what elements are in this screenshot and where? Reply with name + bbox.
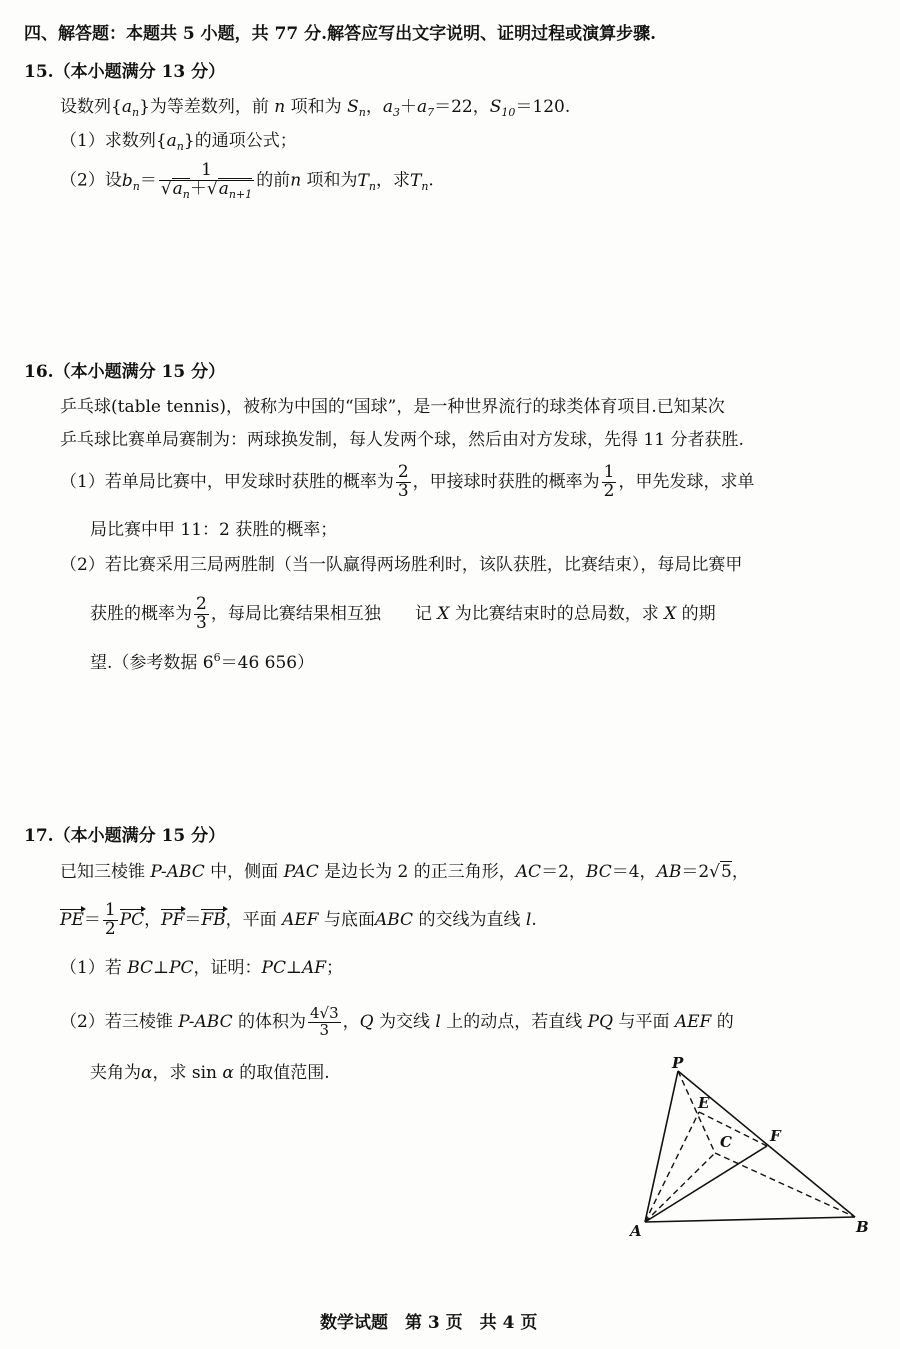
q15-part1: （1）求数列$\{a_n\}$的通项公式； <box>60 131 297 153</box>
page-footer: 数学试题 第 3 页 共 4 页 <box>320 1313 538 1333</box>
edge-pa <box>645 1071 678 1222</box>
q16-part1-cont: 局比赛中甲 11：2 获胜的概率； <box>90 520 338 540</box>
q16-title: 16.（本小题满分 15 分） <box>24 362 226 382</box>
q15-part2: （2）设$b_n=$ $\frac{1}{√a_n+√a_{n+1}}$ 的前n 项和为$T_n$，求$T_n$. <box>60 160 434 201</box>
section-header: 四、解答题：本题共 5 小题，共 77 分.解答应写出文字说明、证明过程或演算步骤. <box>24 24 656 44</box>
edge-pc <box>678 1071 715 1153</box>
edge-ab <box>645 1217 855 1222</box>
q17-stem-2: PE＝ $\frac{1}{2}$ PC，PF＝FB，平面 AEF 与底面ABC 的交线为直线 l. <box>60 900 537 939</box>
q15-title: 15.（本小题满分 13 分） <box>24 62 226 82</box>
q16-part2-cont: 获胜的概率为 $\frac{2}{3}$ ，每局比赛结果相互独 记 X 为比赛结束时的总局数，求 X 的期 <box>90 594 716 633</box>
edge-cb <box>715 1153 855 1217</box>
label-b: B <box>856 1218 869 1236</box>
q17-part2: （2）若三棱锥 P-ABC 的体积为 $\frac{4√3}{3}$ ，Q 为交线 l 上的动点，若直线 PQ 与平面 AEF 的 <box>60 1004 734 1039</box>
label-f: F <box>770 1127 781 1145</box>
q17-title: 17.（本小题满分 15 分） <box>24 826 226 846</box>
label-a: A <box>630 1222 642 1240</box>
label-e: E <box>698 1094 710 1112</box>
q17-part1: （1）若 BC⊥PC，证明：PC⊥AF； <box>60 958 344 978</box>
edge-ac <box>645 1153 715 1222</box>
label-p: P <box>672 1054 684 1072</box>
q16-intro-2: 乒乓球比赛单局赛制为：两球换发制，每人发两个球，然后由对方发球，先得 11 分者获胜. <box>60 430 744 450</box>
q15-stem: 设数列$\{a_n\}$为等差数列，前 n 项和为 $S_n$，$a_3+a_7=22$，$S_{10}=120$. <box>60 97 571 119</box>
q16-part2: （2）若比赛采用三局两胜制（当一队赢得两场胜利时，该队获胜，比赛结束），每局比赛甲 <box>60 555 743 575</box>
q17-stem-1: 已知三棱锥 P-ABC 中，侧面 PAC 是边长为 2 的正三角形，AC＝2，BC＝4，AB＝2√5， <box>60 862 749 882</box>
edge-pb <box>678 1071 855 1217</box>
pyramid-figure <box>620 1050 880 1250</box>
q16-intro-1: 乒乓球(table tennis)，被称为中国的“国球”，是一种世界流行的球类体育项目.已知某次 <box>60 397 725 417</box>
q17-part2-cont: 夹角为α，求 sin α 的取值范围. <box>90 1063 330 1083</box>
q16-part1: （1）若单局比赛中，甲发球时获胜的概率为 $\frac{2}{3}$ ，甲接球时获胜的概率为 $\frac{1}{2}$ ，甲先发球，求单 <box>60 462 755 501</box>
q16-part2-end: 望.（参考数据 $6^6=46$ 656） <box>90 651 315 673</box>
label-c: C <box>720 1133 732 1151</box>
